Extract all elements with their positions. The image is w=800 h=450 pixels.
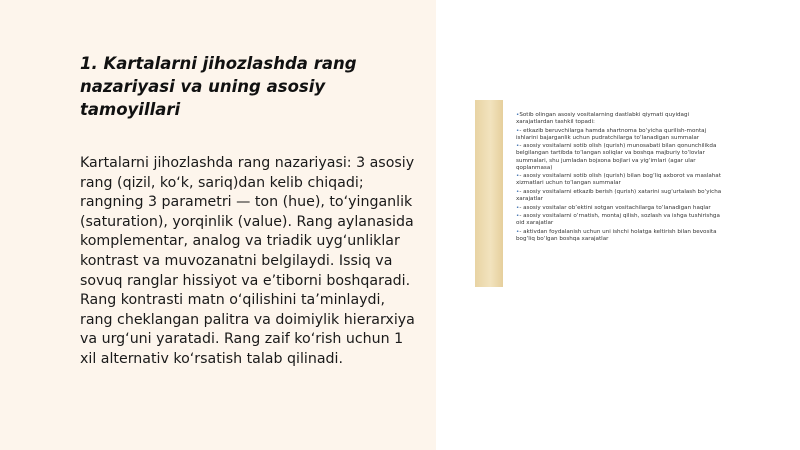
bullet-icon: •: [516, 127, 520, 134]
list-item: •- asosiy vositalarni sotib olish (qurish) munosabati bilan qonunchilikda belgilangan tartibda to‘langan soliqlar va boshqa majburiy to‘lovlar summalari, shu jumladan bojxona bojlari va yig‘imlari (agar ular qoplanmasa): [516, 143, 717, 171]
bullet-icon: •: [516, 213, 520, 220]
document-image-edge: [475, 100, 503, 287]
slide-body-text: Kartalarni jihozlashda rang nazariyasi: 3 asosiy rang (qizil, ko‘k, sariq)dan kelib chiqadi; rangning 3 parametri — ton (hue), to‘yinganlik (saturation), yorqinlik (value). Rang aylanasida komplementar, analog va triadik uyg‘unliklar kontrast va muvozanatni belgilaydi. Issiq va sovuq ranglar hissiyot va e’tiborni boshqaradi. Rang kontrasti matn o‘qilishini ta’minlaydi, rang cheklangan palitra va doimiylik hierarxiya va urg‘uni yaratadi. Rang zaif ko‘rish uchun 1 xil alternativ ko‘rsatish talab qilinadi.: [80, 155, 415, 367]
bullet-icon: •: [516, 204, 520, 211]
bullet-icon: •: [516, 228, 520, 235]
slide-title: 1. Kartalarni jihozlashda rang nazariyasi va uning asosiy tamoyillari: [80, 54, 357, 119]
list-item: •- asosiy vositalarni sotib olish (qurish) bilan bog‘liq axborot va maslahat xizmatlari uchun to‘langan summalar: [516, 173, 721, 187]
list-item: •- asosiy vositalar ob’ektini sotgan vositachilarga to‘lanadigan haqlar: [516, 204, 711, 211]
bullet-icon: •: [516, 112, 520, 118]
list-item: •- asosiy vositalarni o‘rnatish, montaj qilish, sozlash va ishga tushirishga oid xarajatlar: [516, 213, 720, 227]
document-image-text: [516, 112, 726, 245]
list-item: •- etkazib beruvchilarga hamda shartnoma bo‘yicha qurilish-montaj ishlarini bajarganlik uchun pudratchilarga to‘lanadigan summalar: [516, 127, 707, 141]
list-item: •- asosiy vositalarni etkazib berish (qurish) xatarini sug‘urtalash bo‘yicha xarajatlar: [516, 188, 722, 203]
bullet-icon: •: [516, 173, 520, 180]
list-item: •- aktivdan foydalanish uchun uni ishchi holatga keltirish bilan bevosita bog‘liq bo‘lgan boshqa xarajatlar: [516, 228, 717, 242]
list-item: •Sotib olingan asosiy vositalarning dastlabki qiymati quyidagi xarajatlardan tashkil topadi:: [516, 112, 690, 126]
bullet-icon: •: [516, 188, 520, 195]
bullet-icon: •: [516, 143, 520, 150]
